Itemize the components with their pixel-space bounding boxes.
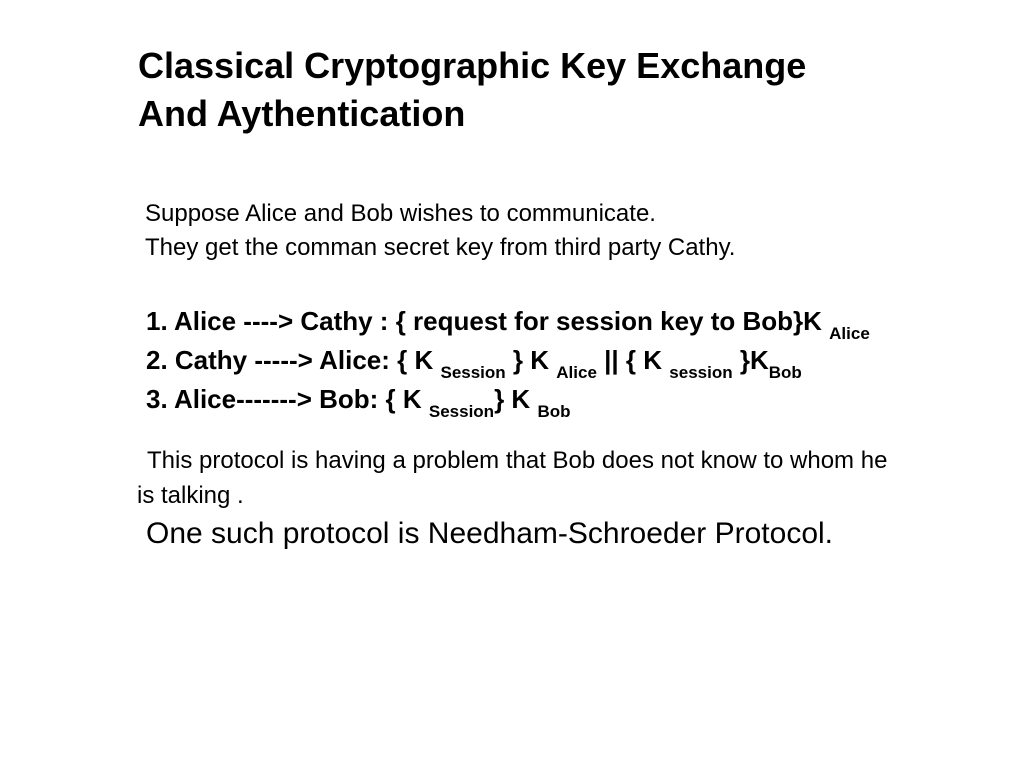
title-line-2: And Aythentication (138, 93, 466, 134)
note-line-2: is talking . (137, 482, 244, 509)
step-3-text-a: 3. Alice-------> Bob: { K (146, 384, 422, 414)
title-line-1: Classical Cryptographic Key Exchange (138, 45, 807, 86)
step-2-subscript-a: Session (440, 363, 506, 382)
step-1-subscript: Alice (829, 324, 870, 343)
intro-line-2: They get the comman secret key from third party Cathy. (145, 234, 736, 261)
protocol-step-3 (146, 380, 870, 419)
protocol-step-1 (146, 302, 870, 341)
protocol-steps (146, 302, 870, 419)
step-2-text-d: }K (739, 345, 769, 375)
step-2-text-b: } K (512, 345, 550, 375)
slide-title (138, 42, 806, 138)
step-2-text-c: || { K (604, 345, 663, 375)
conclusion-text: One such protocol is Needham-Schroeder Protocol. (146, 517, 834, 550)
protocol-step-2 (146, 341, 870, 380)
step-1-text: 1. Alice ----> Cathy : { request for session key to Bob}K (146, 306, 822, 336)
step-3-subscript-b: Bob (537, 402, 571, 421)
step-2-text-a: 2. Cathy -----> Alice: { K (146, 345, 434, 375)
step-3-subscript-a: Session (428, 402, 495, 421)
intro-line-1: Suppose Alice and Bob wishes to communicate. (145, 200, 656, 227)
step-2-subscript-d: Bob (768, 363, 802, 382)
step-3-text-b: } K (494, 384, 531, 414)
protocol-problem-note (137, 443, 1023, 513)
step-2-subscript-c: session (669, 363, 733, 382)
intro-text (145, 197, 735, 265)
note-line-1: This protocol is having a problem that Bob does not know to whom he (147, 447, 888, 474)
step-2-subscript-b: Alice (556, 363, 597, 382)
